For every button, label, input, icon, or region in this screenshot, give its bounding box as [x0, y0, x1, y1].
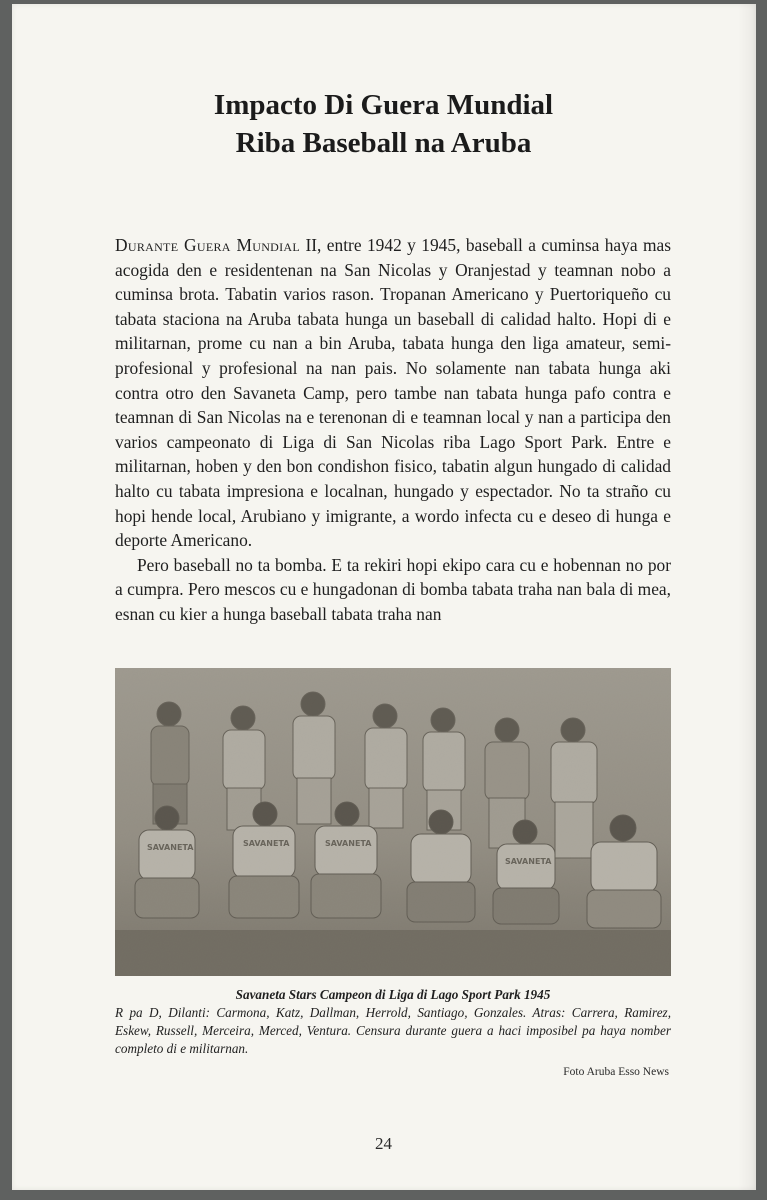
title-line-2: Riba Baseball na Aruba: [235, 127, 532, 159]
paragraph-2: Pero baseball no ta bomba. E ta rekiri hopi ekipo cara cu e hobennan no por a cumpra. Pero mescos cu e hungadonan di bomba tabata traha nan bala di mea, esnan cu kier a hunga baseball tabata traha nan: [115, 554, 671, 624]
photo-caption: [115, 986, 671, 1058]
team-photo-icon: [115, 668, 671, 976]
caption-title: Savaneta Stars Campeon di Liga di Lago Sport Park 1945: [235, 987, 551, 1002]
team-photo: [115, 668, 671, 976]
title-line-1: Impacto Di Guera Mundial: [213, 89, 554, 121]
page-number: 24: [375, 1134, 392, 1153]
page-title: [0, 86, 767, 162]
paragraph-1-text: II, entre 1942 y 1945, baseball a cuminsa haya mas acogida den e residentenan na San Nicolas y Oranjestad y teamnan nobo a cuminsa brota. Tabatin varios rason. Tropanan Americano y Puertoriqueño cu tabata staciona na Aruba tabata hunga un baseball di calidad halto. Hopi di e militarnan, prome cu nan a bin Aruba, tabata hunga den liga amateur, semi-profesional y profesional na nan pais. No solamente nan tabata hunga aki contra otro den Savaneta Camp, pero tambe nan tabata hunga pafo contra e teamnan di San Nicolas na e terenonan di e teamnan local y nan a participa den varios campeonato di Liga di San Nicolas riba Lago Sport Park. Entre e militarnan, hoben y den bon condishon fisico, tabatin algun hungado di calidad halto cu tabata impresiona e localnan, hungado y espectador. No ta straño cu hopi hende local, Arubiano y imigrante, a wordo infecta cu e deseo di hunga e deporte Americano.: [115, 235, 671, 551]
paragraph-1: [115, 233, 671, 553]
photo-credit: Foto Aruba Esso News: [563, 1066, 669, 1078]
caption-body: R pa D, Dilanti: Carmona, Katz, Dallman, Herrold, Santiago, Gonzales. Atras: Carrera, Ramirez, Eskew, Russell, Merceira, Merced, Ventura. Censura durante guera a haci imposibel pa haya nomber completo di e militarnan.: [115, 1005, 671, 1056]
lead-in-small-caps: Durante Guera Mundial: [115, 235, 301, 255]
article-body: [115, 233, 671, 627]
